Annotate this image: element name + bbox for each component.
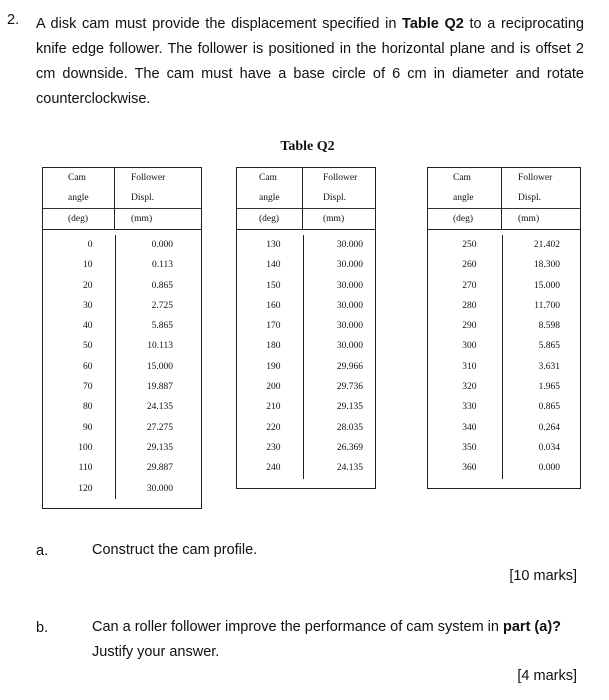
table-cell: 230: [266, 442, 281, 453]
table-cell: 130: [266, 240, 281, 250]
header-angle-line3: (deg): [237, 208, 302, 229]
header-disp-line2: Displ.: [323, 193, 346, 203]
header-angle-line2: angle: [259, 193, 280, 203]
table-cell: 15.000: [146, 361, 173, 372]
table-cell: 29.736: [336, 382, 363, 393]
part-b-text: [92, 615, 584, 665]
header-angle: [43, 168, 115, 229]
header-disp-line2: Displ.: [518, 193, 541, 203]
header-disp: [115, 168, 201, 229]
table-cell: 40: [83, 321, 93, 332]
header-disp-line1: Follower: [518, 173, 553, 183]
table-cell: 3.631: [538, 361, 560, 372]
table-cell: 310: [462, 361, 477, 372]
table-cell: 27.275: [146, 422, 173, 433]
table-cell: 2.725: [151, 300, 173, 311]
table-cell: 120: [78, 483, 93, 494]
table-cell: 24.135: [146, 402, 173, 413]
table-header: [237, 168, 375, 230]
header-disp-line2: Displ.: [131, 193, 154, 203]
header-angle-line1: Cam: [259, 173, 277, 183]
question-table-ref: Table Q2: [402, 16, 464, 32]
table-cell: 270: [462, 280, 477, 291]
table-caption: Table Q2: [280, 139, 335, 154]
table-header: [43, 168, 201, 230]
table-cell: 80: [83, 402, 93, 413]
table-cell: 20: [83, 280, 93, 291]
table-cell: 190: [266, 361, 281, 372]
table-cell: 150: [266, 280, 281, 291]
part-b-text-part2: Justify your answer.: [92, 644, 220, 660]
table-cell: 29.887: [146, 463, 173, 474]
part-a-marks: [10 marks]: [509, 568, 577, 584]
table-cell: 11.700: [534, 300, 560, 311]
disp-column: [503, 235, 580, 479]
table-cell: 60: [83, 361, 93, 372]
table-cell: 5.865: [538, 341, 560, 352]
question-text-part2: to a reciprocating knife edge follower. The follower is positioned in the horizontal plane and is offset 2 cm downside. The cam must have a base circle of 6 cm in diameter and rotate counterclockwise.: [36, 16, 584, 107]
part-b-bold-ref: part (a)?: [503, 619, 561, 635]
table-cell: 0: [87, 240, 93, 250]
table-cell: 240: [266, 463, 281, 474]
table-cell: 0.000: [538, 463, 560, 474]
table-cell: 250: [462, 240, 477, 250]
table-cell: 320: [462, 382, 477, 393]
disp-column: [304, 235, 375, 479]
table-cell: 140: [266, 260, 281, 271]
table-cell: 24.135: [336, 463, 363, 474]
table-cell: 260: [462, 260, 477, 271]
table-cell: 280: [462, 300, 477, 311]
table-cell: 340: [462, 422, 477, 433]
header-disp-line3: (mm): [502, 208, 580, 229]
table-cell: 170: [266, 321, 281, 332]
table-cell: 30.000: [336, 341, 363, 352]
header-angle-line1: Cam: [68, 173, 86, 183]
table-section-1: [42, 167, 202, 509]
table-cell: 30.000: [336, 321, 363, 332]
table-cell: 0.865: [151, 280, 173, 291]
table-cell: 26.369: [336, 442, 363, 453]
table-header: [428, 168, 580, 230]
angle-column: [428, 235, 503, 479]
part-b-marks: [4 marks]: [517, 668, 577, 684]
disp-column: [116, 235, 201, 499]
table-cell: 30: [83, 300, 93, 311]
question-text: [36, 12, 584, 112]
table-cell: 10.113: [147, 341, 173, 352]
table-cell: 30.000: [146, 483, 173, 494]
header-angle: [237, 168, 303, 229]
table-cell: 18.300: [533, 260, 560, 271]
table-cell: 180: [266, 341, 281, 352]
part-b-label: b.: [36, 620, 49, 636]
table-cell: 0.000: [151, 240, 173, 250]
part-b-text-part1: Can a roller follower improve the performance of cam system in: [92, 619, 503, 635]
header-angle-line3: (deg): [428, 208, 501, 229]
table-cell: 0.113: [151, 260, 173, 271]
header-angle-line1: Cam: [453, 173, 471, 183]
angle-column: [237, 235, 304, 479]
table-cell: 28.035: [336, 422, 363, 433]
table-cell: 110: [78, 463, 93, 474]
header-disp-line3: (mm): [303, 208, 375, 229]
table-cell: 19.887: [146, 382, 173, 393]
table-cell: 90: [83, 422, 93, 433]
table-cell: 29.966: [336, 361, 363, 372]
table-cell: 1.965: [538, 382, 560, 393]
table-cell: 30.000: [336, 300, 363, 311]
header-angle-line2: angle: [453, 193, 474, 203]
question-text-part1: A disk cam must provide the displacement specified in: [36, 16, 403, 32]
table-cell: 50: [83, 341, 93, 352]
table-cell: 200: [266, 382, 281, 393]
header-angle-line3: (deg): [43, 208, 114, 229]
table-cell: 220: [266, 422, 281, 433]
table-cell: 210: [266, 402, 281, 413]
header-angle-line2: angle: [68, 193, 89, 203]
table-section-2: [236, 167, 376, 489]
table-cell: 8.598: [538, 321, 560, 332]
angle-column: [43, 235, 116, 499]
table-cell: 30.000: [336, 280, 363, 291]
table-section-3: [427, 167, 581, 489]
table-cell: 290: [462, 321, 477, 332]
table-cell: 350: [462, 442, 477, 453]
table-cell: 330: [462, 402, 477, 413]
header-disp-line3: (mm): [115, 208, 201, 229]
table-cell: 0.034: [538, 442, 560, 453]
table-cell: 30.000: [336, 240, 363, 250]
table-cell: 0.865: [538, 402, 560, 413]
table-cell: 100: [78, 442, 93, 453]
table-cell: 5.865: [151, 321, 173, 332]
header-disp-line1: Follower: [131, 173, 166, 183]
table-cell: 300: [462, 341, 477, 352]
header-angle: [428, 168, 502, 229]
table-cell: 15.000: [533, 280, 560, 291]
part-a-text: Construct the cam profile.: [92, 542, 258, 558]
table-cell: 30.000: [336, 260, 363, 271]
header-disp: [303, 168, 375, 229]
table-cell: 160: [266, 300, 281, 311]
question-number: 2.: [7, 12, 20, 28]
table-cell: 21.402: [533, 240, 560, 250]
table-cell: 70: [83, 382, 93, 393]
table-cell: 29.135: [336, 402, 363, 413]
header-disp-line1: Follower: [323, 173, 358, 183]
header-disp: [502, 168, 580, 229]
table-cell: 360: [462, 463, 477, 474]
table-cell: 0.264: [538, 422, 560, 433]
part-a-label: a.: [36, 543, 49, 559]
table-cell: 10: [83, 260, 93, 271]
table-cell: 29.135: [146, 442, 173, 453]
